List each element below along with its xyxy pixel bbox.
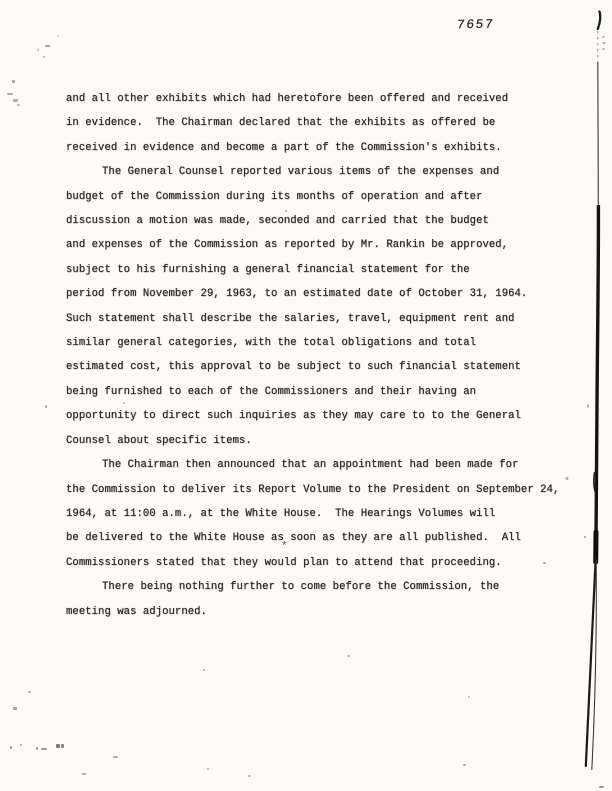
text-line: in evidence. The Chairman declared that the exhibits as offered be: [66, 117, 496, 130]
scan-speck: [123, 402, 125, 404]
scan-speck: [17, 104, 20, 106]
scan-speck: [45, 405, 47, 408]
text-line: and expenses of the Commission as reported by Mr. Rankin be approved,: [66, 239, 509, 252]
scan-speck: [28, 691, 31, 693]
scan-speck: [13, 99, 18, 102]
text-line: subject to his furnishing a general financial statement for the: [66, 263, 470, 276]
scan-speck: [543, 562, 546, 564]
scan-speck: [13, 707, 17, 710]
text-line: There being nothing further to come before the Commission, the: [102, 581, 500, 594]
scan-speck: [285, 210, 287, 212]
scan-speck: [41, 748, 47, 750]
scan-speck: [45, 45, 50, 47]
text-line: being furnished to each of the Commissioners and their having an: [66, 385, 477, 398]
text-line: The Chairman then announced that an appointment had been made for: [102, 459, 519, 472]
text-line: Such statement shall describe the salaries, travel, equipment rent and: [66, 312, 515, 325]
scan-speck: [207, 768, 209, 770]
scan-speck: [43, 56, 45, 58]
text-line: the Commission to deliver its Report Volume to the President on September 24,: [66, 483, 560, 496]
text-line: be delivered to the White House as soon as they are all published. All: [66, 532, 521, 545]
stray-mark: *: [564, 477, 571, 488]
text-line: received in evidence and become a part of the Commission's exhibits.: [66, 141, 502, 154]
text-line: meeting was adjourned.: [66, 605, 207, 618]
stray-mark: *: [281, 541, 288, 553]
scan-speck: [347, 655, 350, 657]
scan-speck: [10, 746, 12, 749]
scan-speck: [12, 80, 15, 83]
text-line: period from November 29, 1963, to an estimated date of October 31, 1964.: [66, 288, 528, 301]
text-line: estimated cost, this approval to be subject to such financial statement: [66, 361, 521, 374]
text-line: opportunity to direct such inquiries as they may care to to the General: [66, 410, 521, 423]
stray-mark: ,: [36, 43, 42, 53]
scan-speck: [468, 696, 470, 698]
document-text-block: [66, 92, 596, 629]
stray-mark: `: [55, 35, 61, 45]
scan-speck: [248, 775, 251, 777]
text-line: similar general categories, with the total obligations and total: [66, 337, 477, 350]
binding-edge-line-artifact: [575, 0, 612, 791]
text-line: budget of the Commission during its months of operation and after: [66, 190, 483, 203]
scan-speck: [599, 786, 604, 788]
scan-speck: [36, 747, 38, 750]
scan-speck: [203, 669, 205, 671]
text-line: discussion a motion was made, seconded and carried that the budget: [66, 215, 489, 228]
scan-speck: [20, 744, 22, 746]
scan-speck: [463, 764, 466, 766]
scan-speck: [82, 773, 86, 775]
scan-speck: [61, 744, 64, 748]
stray-mark: ': [585, 405, 592, 416]
text-line: and all other exhibits which had heretofore been offered and received: [66, 93, 509, 105]
scan-speck: [113, 756, 118, 758]
page-number: 7657: [456, 16, 496, 33]
text-line: The General Counsel reported various items of the expenses and: [102, 166, 500, 179]
scan-speck: [7, 93, 13, 95]
text-line: 1964, at 11:00 a.m., at the White House. The Hearings Volumes will: [66, 507, 496, 520]
scan-speck: [56, 744, 60, 748]
text-line: Counsel about specific items.: [66, 434, 252, 447]
text-line: Commissioners stated that they would plan to attend that proceeding.: [66, 556, 502, 569]
scan-speck: [584, 536, 586, 538]
